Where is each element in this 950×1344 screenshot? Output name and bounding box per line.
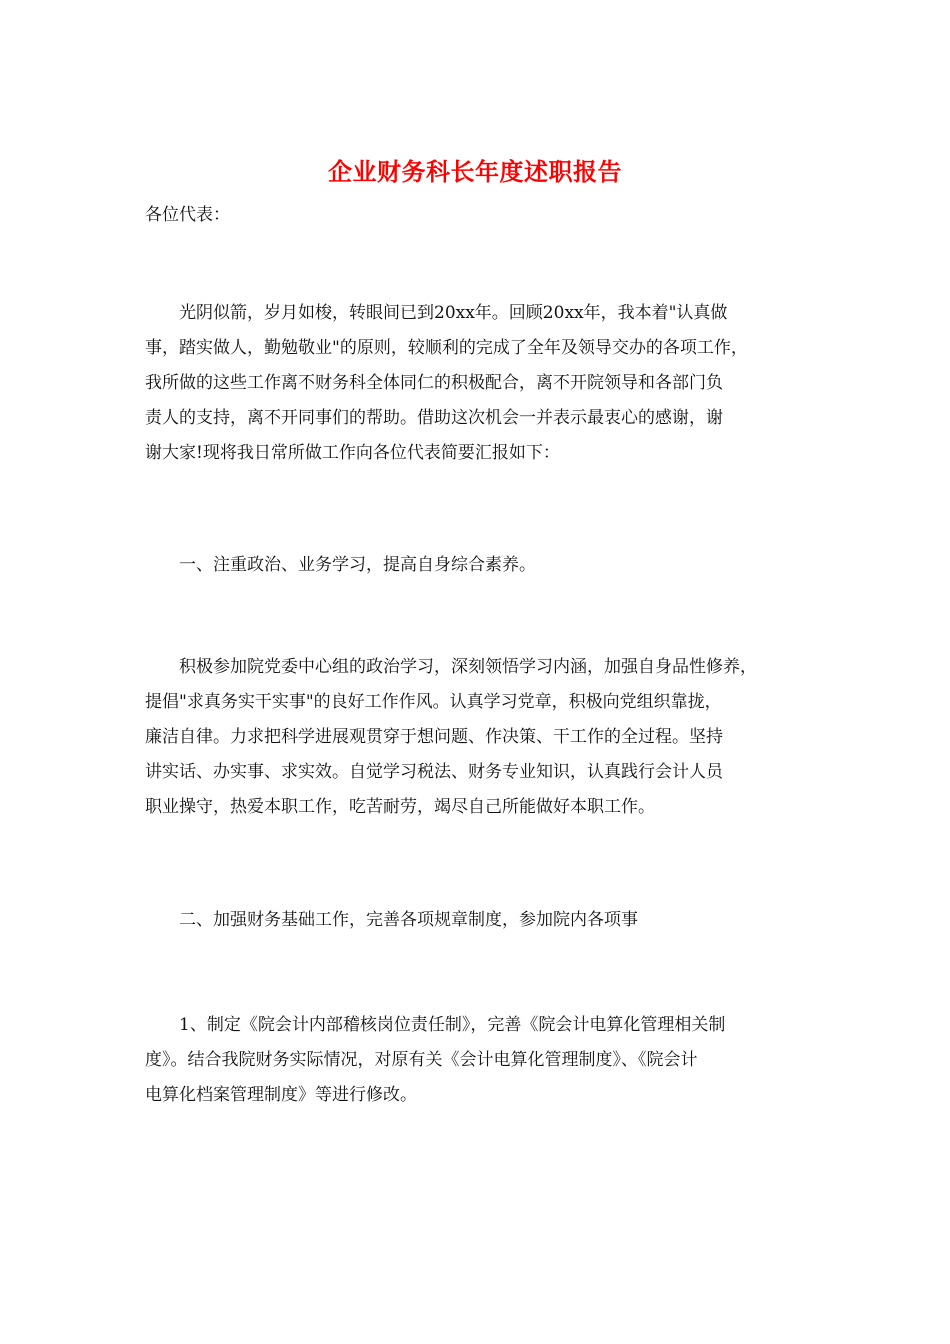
paragraph-section-1 [145,650,815,825]
paragraph-line: 积极参加院党委中心组的政治学习，深刻领悟学习内涵，加强自身品性修养， [145,657,757,677]
paragraph-line: 事，踏实做人，勤勉敬业"的原则，较顺利的完成了全年及领导交办的各项工作， [145,338,748,358]
paragraph-line: 我所做的这些工作离不财务科全体同仁的积极配合，离不开院领导和各部门负 [145,373,723,393]
paragraph-line: 谢大家!现将我日常所做工作向各位代表简要汇报如下： [145,443,560,463]
paragraph-line: 提倡"求真务实干实事"的良好工作作风。认真学习党章，积极向党组织靠拢， [145,692,722,712]
paragraph-section-2 [145,1008,815,1113]
paragraph-line: 廉洁自律。力求把科学进展观贯穿于想问题、作决策、干工作的全过程。坚持 [145,727,723,747]
section-heading-1: 一、注重政治、业务学习，提高自身综合素养。 [145,555,536,575]
document-title: 企业财务科长年度述职报告 [328,157,622,186]
paragraph-line: 1、制定《院会计内部稽核岗位责任制》，完善《院会计电算化管理相关制 [145,1015,726,1035]
paragraph-line: 度》。结合我院财务实际情况，对原有关《会计电算化管理制度》、《院会计 [145,1050,698,1070]
paragraph-intro [145,296,815,471]
paragraph-line: 光阴似箭，岁月如梭，转眼间已到20xx年。回顾20xx年，我本着"认真做 [145,303,728,323]
paragraph-line: 讲实话、办实事、求实效。自觉学习税法、财务专业知识，认真践行会计人员 [145,762,723,782]
paragraph-line: 责人的支持，离不开同事们的帮助。借助这次机会一并表示最衷心的感谢，谢 [145,408,723,428]
salutation: 各位代表： [145,205,230,225]
section-heading-2: 二、加强财务基础工作，完善各项规章制度，参加院内各项事 [145,910,638,930]
paragraph-line: 电算化档案管理制度》等进行修改。 [145,1085,417,1105]
paragraph-line: 职业操守，热爱本职工作，吃苦耐劳，竭尽自己所能做好本职工作。 [145,797,655,817]
